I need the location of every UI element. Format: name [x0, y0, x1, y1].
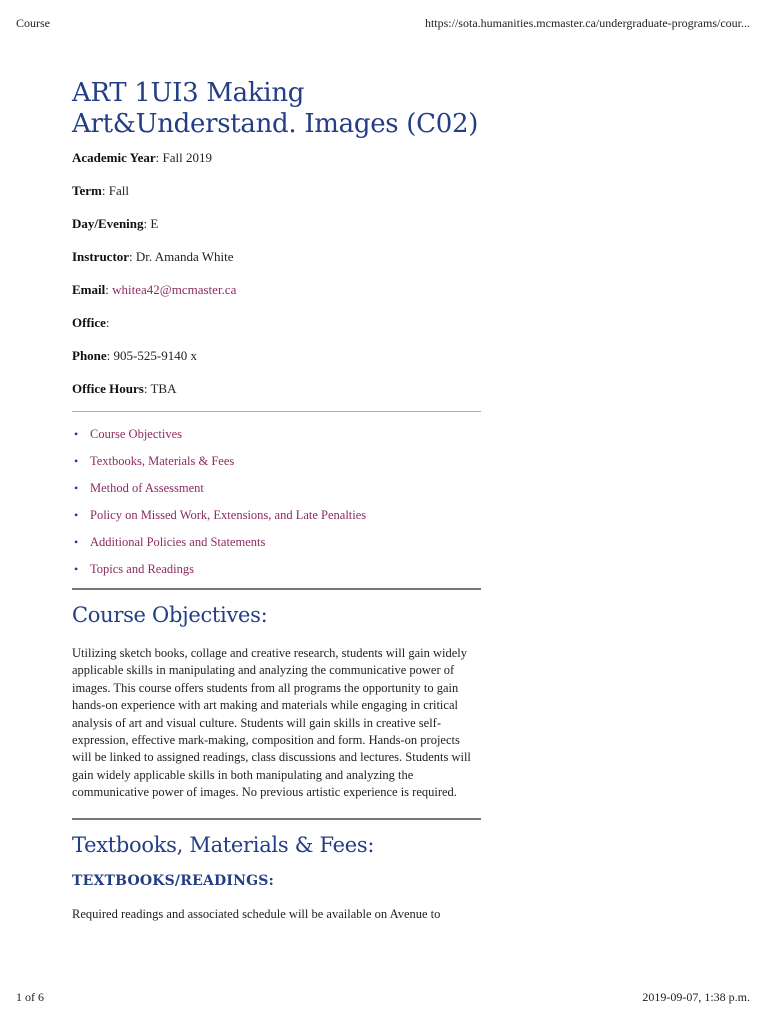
info-label: Academic Year — [72, 150, 156, 165]
info-row-office-hours: Office Hours: TBA — [72, 381, 177, 396]
info-value: 905-525-9140 x — [113, 348, 197, 363]
print-header-title: Course — [16, 16, 50, 30]
print-datetime: 2019-09-07, 1:38 p.m. — [642, 990, 750, 1004]
info-label: Phone — [72, 348, 107, 363]
print-footer — [16, 990, 750, 1006]
textbooks-body: Required readings and associated schedule will be available on Avenue to — [72, 906, 441, 921]
course-info-list — [72, 150, 481, 397]
toc-item — [72, 534, 481, 550]
email-link[interactable]: whitea42@mcmaster.ca — [112, 282, 237, 297]
toc-item — [72, 453, 481, 469]
info-row-email: Email: whitea42@mcmaster.ca — [72, 282, 237, 297]
page-content — [72, 78, 481, 923]
toc-link[interactable]: Course Objectives — [90, 427, 182, 441]
info-label: Email — [72, 282, 106, 297]
toc-link[interactable]: Policy on Missed Work, Extensions, and Late Penalties — [90, 508, 367, 522]
info-value: TBA — [150, 381, 177, 396]
bullet-icon: • — [74, 454, 79, 468]
bullet-icon: • — [74, 427, 79, 441]
info-label: Instructor — [72, 249, 130, 264]
info-row-office: Office: — [72, 315, 110, 330]
print-header-url: https://sota.humanities.mcmaster.ca/undergraduate-programs/cour... — [424, 16, 750, 30]
bullet-icon: • — [74, 481, 79, 495]
info-label: Office — [72, 315, 106, 330]
table-of-contents — [72, 426, 481, 577]
toc-item — [72, 426, 481, 442]
info-label: Day/Evening — [72, 216, 144, 231]
divider — [72, 411, 481, 412]
divider — [72, 588, 481, 590]
info-row-term: Term: Fall — [72, 183, 129, 198]
info-row-day-evening: Day/Evening: E — [72, 216, 159, 231]
bullet-icon: • — [74, 535, 79, 549]
info-row-phone: Phone: 905-525-9140 x — [72, 348, 197, 363]
info-value: Fall 2019 — [162, 150, 212, 165]
info-row-instructor: Instructor: Dr. Amanda White — [72, 249, 234, 264]
toc-item — [72, 507, 481, 523]
toc-link[interactable]: Method of Assessment — [90, 481, 204, 495]
page-number: 1 of 6 — [16, 990, 44, 1004]
toc-link[interactable]: Topics and Readings — [90, 562, 194, 576]
bullet-icon: • — [74, 562, 79, 576]
print-header — [16, 16, 750, 32]
info-value: E — [150, 216, 159, 231]
info-value: Fall — [108, 183, 129, 198]
info-label: Term — [72, 183, 102, 198]
section-heading-objectives: Course Objectives: — [72, 603, 268, 627]
section-heading-textbooks: Textbooks, Materials & Fees: — [72, 832, 375, 857]
toc-link[interactable]: Textbooks, Materials & Fees — [90, 454, 235, 468]
course-title: ART 1UI3 Making Art&Understand. Images (C02) — [72, 78, 479, 139]
info-row-academic-year: Academic Year: Fall 2019 — [72, 150, 212, 165]
info-value: Dr. Amanda White — [135, 249, 234, 264]
info-label: Office Hours — [72, 381, 144, 396]
toc-link[interactable]: Additional Policies and Statements — [90, 535, 266, 549]
objectives-body: Utilizing sketch books, collage and creative research, students will gain widely applicable skills in manipulating and analyzing the communicative power of images. This course offers students from all programs the opportunity to gain hands-on experience with art making and materials while engaging in critical analysis of art and visual culture. Students will gain skills in creative self-expression, effective mark-making, composition and form. Hands-on projects will be linked to assigned readings, class discussions and lectures. Students will gain widely applicable skills in both manipulating and analyzing the communicative power of images. No previous artistic experience is required. — [72, 646, 471, 800]
toc-item — [72, 480, 481, 496]
subheading-textbooks-readings: TEXTBOOKS/READINGS: — [72, 872, 274, 889]
bullet-icon: • — [74, 508, 79, 522]
toc-item — [72, 561, 481, 577]
divider — [72, 818, 481, 820]
